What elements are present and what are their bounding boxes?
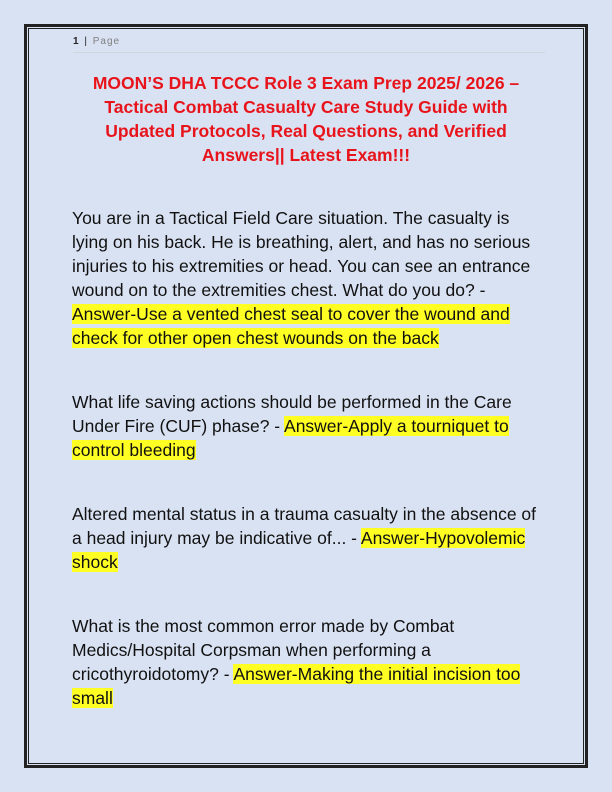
qa-item [72,206,542,350]
document-title: MOON’S DHA TCCC Role 3 Exam Prep 2025/ 2026 – Tactical Combat Casualty Care Study Guide with Updated Protocols, Real Questions, and Verified Answers|| Latest Exam!!! [92,73,520,165]
qa-item [72,614,542,710]
question-text: You are in a Tactical Field Care situation. The casualty is lying on his back. He is breathing, alert, and has no serious injuries to his extremities or head. You can see an entrance wound on to the extremities chest. What do you do? - [72,208,531,300]
page-label: Page [92,36,121,47]
qa-item [72,390,542,462]
qa-item [72,502,542,574]
question-text: What is the most common error made by Combat Medics/Hospital Corpsman when performing a cricothyroidotomy? - [72,616,455,684]
question-text: Altered mental status in a trauma casualty in the absence of a head injury may be indicative of... - [72,504,537,548]
page-separator: | [84,36,87,47]
answer-text: Answer-Use a vented chest seal to cover the wound and check for other open chest wounds on the back [72,304,510,348]
answer-text: Answer-Apply a tourniquet to control bleeding [72,416,509,460]
page-number: 1 [73,36,79,47]
page-header [73,36,545,53]
answer-text: Answer-Making the initial incision too small [72,664,521,708]
qa-list [72,206,542,750]
answer-text: Answer-Hypovolemic shock [72,528,526,572]
question-text: What life saving actions should be performed in the Care Under Fire (CUF) phase? - [72,392,512,436]
